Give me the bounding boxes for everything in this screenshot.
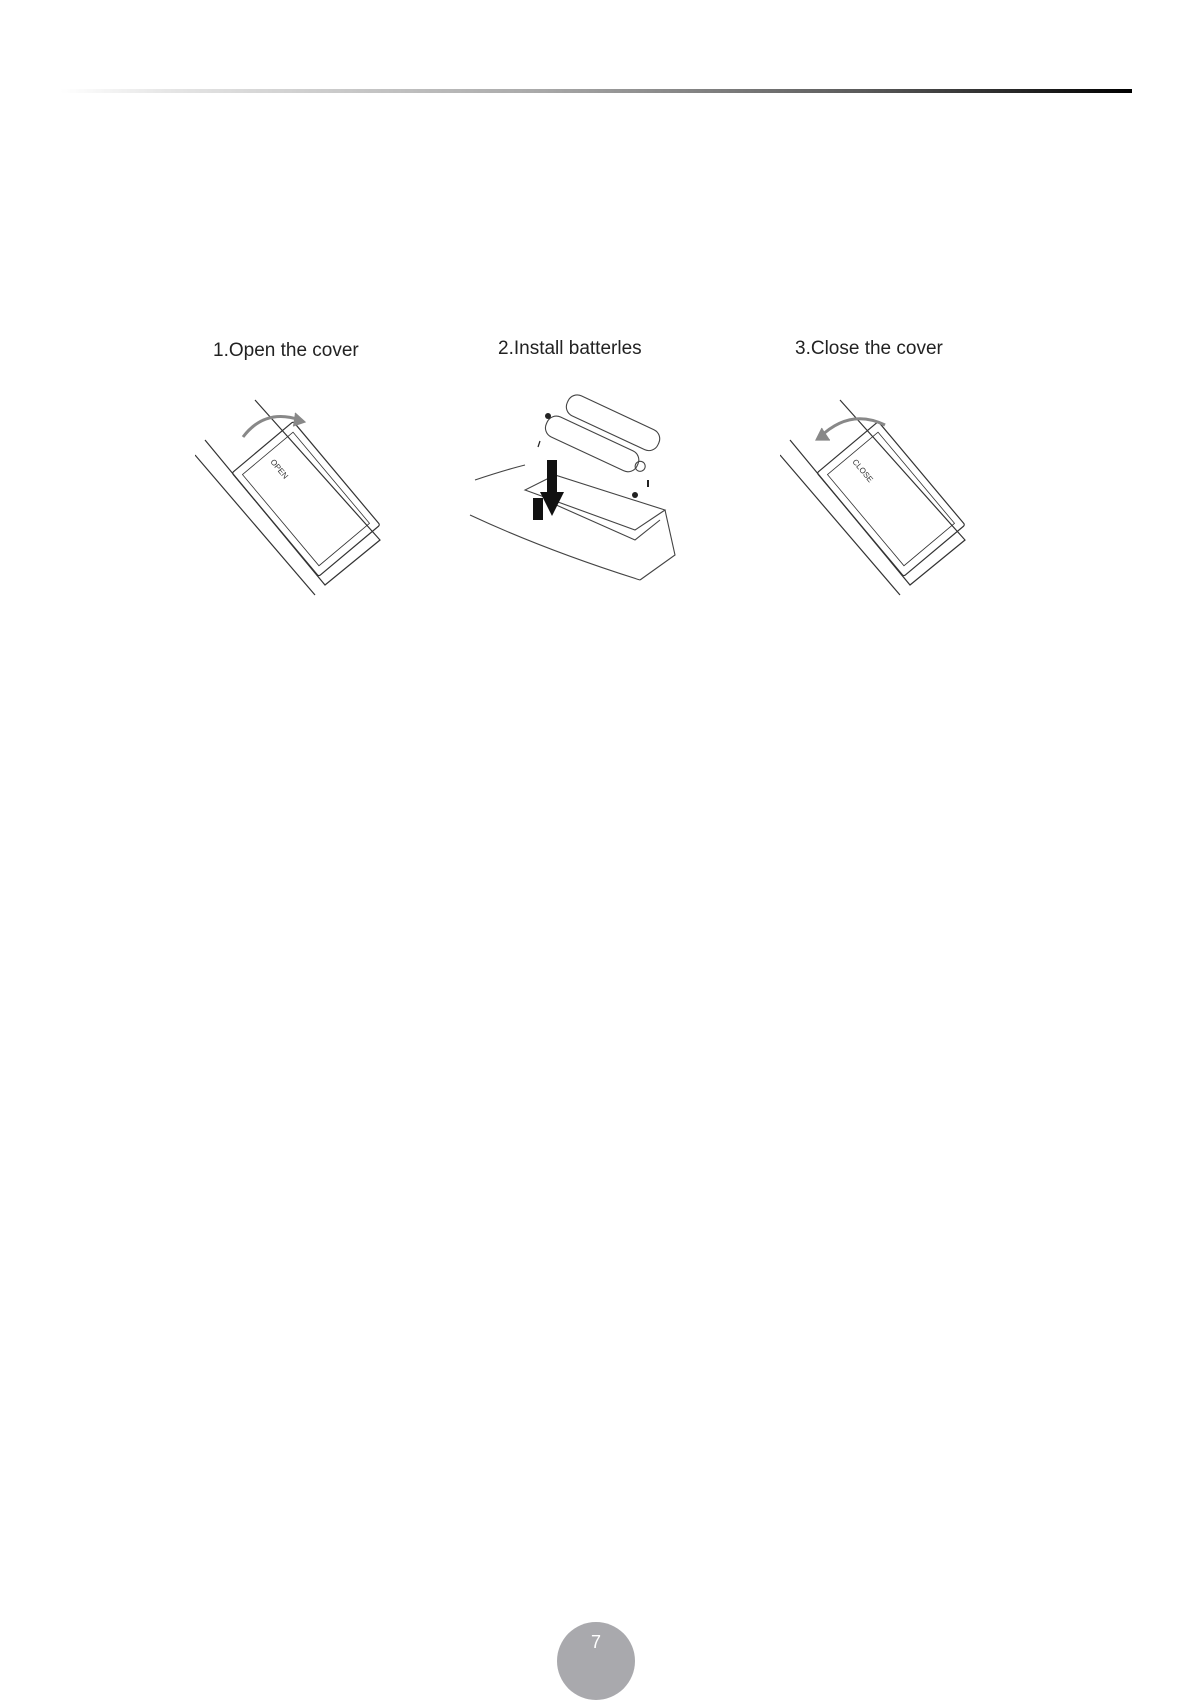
page-number: 7 xyxy=(590,1632,601,1652)
step-close-cover xyxy=(780,340,1040,610)
page-number-badge xyxy=(557,1622,635,1700)
step-caption: 3.Close the cover xyxy=(795,338,943,359)
step-open-cover xyxy=(195,340,455,610)
step-caption: 2.Install batterles xyxy=(498,338,642,359)
header-rule xyxy=(60,89,1132,93)
remote-close-cover-illustration xyxy=(780,380,1040,600)
step-caption: 1.Open the cover xyxy=(213,340,359,361)
remote-open-cover-illustration xyxy=(195,380,455,600)
cover-label: CLOSE xyxy=(850,457,875,485)
cover-label: OPEN xyxy=(268,457,290,481)
battery-install-illustration xyxy=(465,380,725,600)
step-install-batteries xyxy=(465,340,725,610)
